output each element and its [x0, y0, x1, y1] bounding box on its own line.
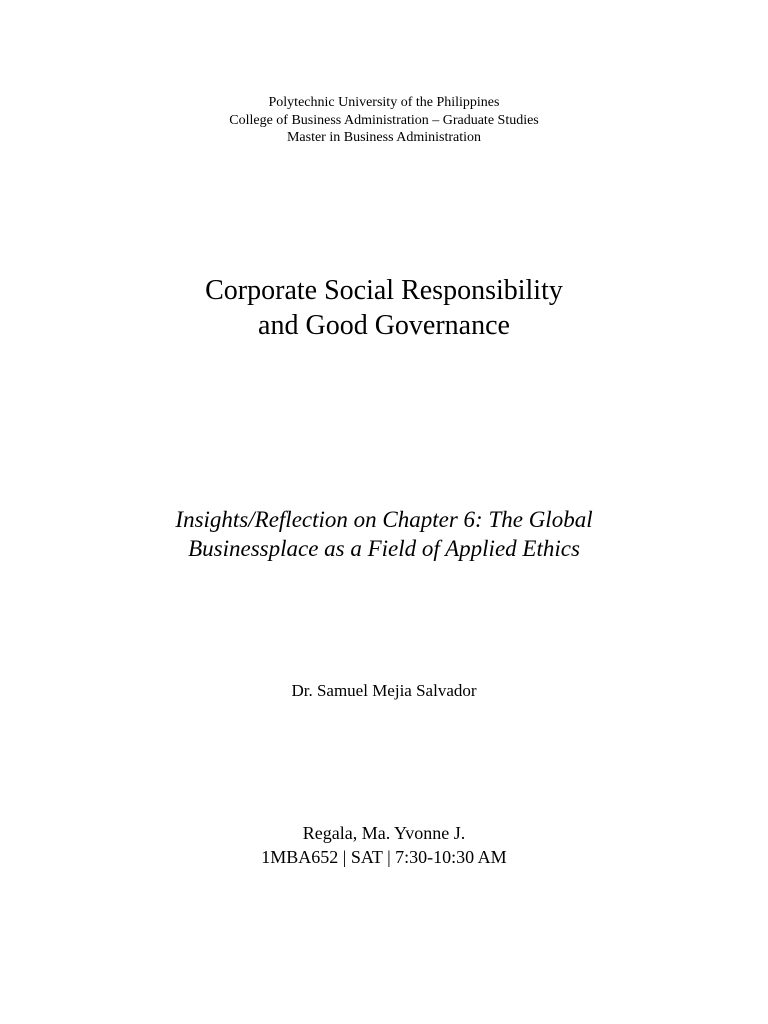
university-name: Polytechnic University of the Philippines: [268, 95, 500, 110]
course-title: [0, 273, 768, 343]
institution-header: [0, 94, 768, 147]
student-block: [0, 821, 768, 869]
professor-name: Dr. Samuel Mejia Salvador: [291, 681, 477, 700]
insight-title: [0, 505, 768, 563]
insight-title-line-2: Businessplace as a Field of Applied Ethics: [188, 536, 580, 561]
insight-title-line-1: Insights/Reflection on Chapter 6: The Global: [175, 507, 593, 532]
college-name: College of Business Administration – Graduate Studies: [229, 112, 539, 128]
professor-block: [0, 680, 768, 701]
program-name: Master in Business Administration: [286, 130, 482, 145]
course-title-line-2: and Good Governance: [258, 310, 510, 341]
course-title-line-1: Corporate Social Responsibility: [205, 275, 563, 306]
class-schedule: 1MBA652 | SAT | 7:30-10:30 AM: [261, 847, 507, 867]
student-name: Regala, Ma. Yvonne J.: [302, 823, 466, 843]
